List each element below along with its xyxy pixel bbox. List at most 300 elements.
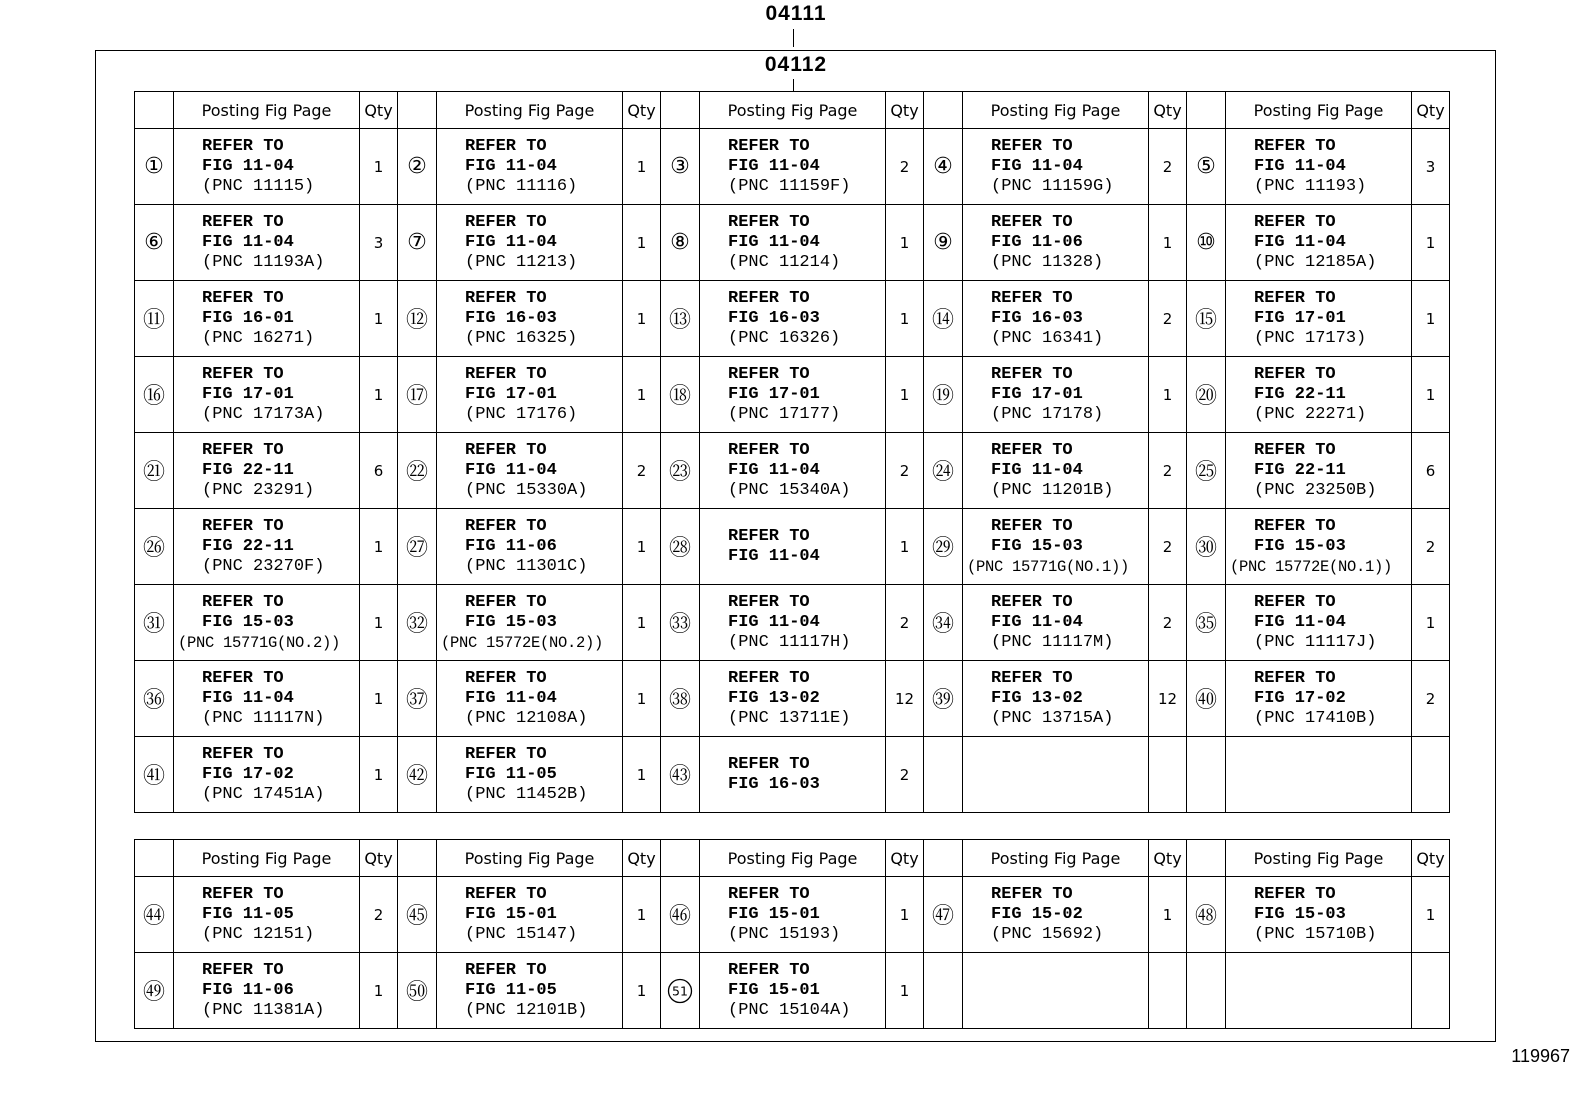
reference-cell <box>437 509 623 585</box>
reference-text <box>700 885 885 945</box>
quantity: 6 <box>1412 433 1450 509</box>
header-number-cell <box>1187 92 1226 129</box>
quantity: 1 <box>1149 357 1187 433</box>
refer-to-label: REFER TO <box>991 592 1073 612</box>
callout-number: ⑭ <box>924 281 963 357</box>
reference-cell <box>963 661 1149 737</box>
fig-reference: FIG 11-04 <box>728 232 820 252</box>
callout-number: ⑳ <box>1187 357 1226 433</box>
fig-reference: FIG 17-02 <box>1254 688 1346 708</box>
refer-to-label: REFER TO <box>728 668 810 688</box>
fig-reference: FIG 11-04 <box>991 460 1083 480</box>
reference-text <box>1226 137 1411 197</box>
callout-number: ⑥ <box>135 205 174 281</box>
reference-cell <box>174 509 360 585</box>
reference-cell <box>1226 877 1412 953</box>
reference-text <box>437 137 622 197</box>
reference-text <box>963 289 1148 349</box>
reference-text <box>437 289 622 349</box>
table-row <box>135 281 1450 357</box>
header-posting-fig-page: Posting Fig Page <box>174 840 360 877</box>
fig-reference: FIG 11-04 <box>465 688 557 708</box>
fig-reference: FIG 15-01 <box>728 980 820 1000</box>
reference-text <box>963 885 1148 945</box>
header-posting-fig-page: Posting Fig Page <box>700 92 886 129</box>
reference-text <box>700 365 885 425</box>
fig-reference: FIG 11-04 <box>465 232 557 252</box>
pnc-reference: (PNC 11117M) <box>991 632 1114 652</box>
fig-reference: FIG 11-04 <box>202 688 294 708</box>
quantity: 1 <box>623 737 661 813</box>
callout-number: ㉗ <box>398 509 437 585</box>
callout-number: ㊼ <box>924 877 963 953</box>
quantity: 1 <box>360 737 398 813</box>
reference-cell <box>437 877 623 953</box>
header-posting-fig-page: Posting Fig Page <box>437 92 623 129</box>
reference-cell <box>963 877 1149 953</box>
refer-to-label: REFER TO <box>728 592 810 612</box>
pnc-reference: (PNC 16326) <box>728 328 841 348</box>
header-posting-fig-page: Posting Fig Page <box>963 92 1149 129</box>
pnc-reference: (PNC 11193A) <box>202 252 325 272</box>
reference-text <box>963 517 1148 577</box>
callout-number: ㊸ <box>661 737 700 813</box>
reference-cell <box>1226 357 1412 433</box>
pnc-reference: (PNC 15771G(NO.2)) <box>178 633 341 652</box>
reference-text <box>174 213 359 273</box>
quantity: 1 <box>1149 205 1187 281</box>
reference-cell <box>963 205 1149 281</box>
refer-to-label: REFER TO <box>1254 516 1336 536</box>
reference-text <box>700 441 885 501</box>
fig-reference: FIG 11-04 <box>728 156 820 176</box>
header-number-cell <box>661 840 700 877</box>
reference-cell <box>174 205 360 281</box>
pnc-reference: (PNC 17173A) <box>202 404 325 424</box>
reference-text <box>1226 441 1411 501</box>
reference-cell <box>700 281 886 357</box>
refer-to-label: REFER TO <box>991 668 1073 688</box>
pnc-reference: (PNC 17177) <box>728 404 841 424</box>
quantity: 1 <box>360 953 398 1029</box>
reference-text <box>700 137 885 197</box>
pnc-reference: (PNC 15147) <box>465 924 578 944</box>
fig-reference: FIG 11-04 <box>202 232 294 252</box>
pnc-reference: (PNC 11116) <box>465 176 578 196</box>
refer-to-label: REFER TO <box>202 960 284 980</box>
pnc-reference: (PNC 11213) <box>465 252 578 272</box>
quantity: 1 <box>623 509 661 585</box>
callout-number: ⑬ <box>661 281 700 357</box>
subassembly-code: 04112 <box>764 53 828 76</box>
reference-cell <box>1226 129 1412 205</box>
callout-number: ⑪ <box>135 281 174 357</box>
reference-cell <box>1226 661 1412 737</box>
fig-reference: FIG 11-04 <box>1254 612 1346 632</box>
header-qty: Qty <box>360 92 398 129</box>
callout-number: ⑫ <box>398 281 437 357</box>
callout-number: ① <box>135 129 174 205</box>
refer-to-label: REFER TO <box>202 212 284 232</box>
empty-cell <box>1226 953 1412 1029</box>
reference-cell <box>1226 585 1412 661</box>
quantity: 1 <box>623 129 661 205</box>
quantity: 1 <box>360 281 398 357</box>
refer-to-label: REFER TO <box>1254 884 1336 904</box>
reference-text <box>174 669 359 729</box>
reference-text <box>174 593 359 653</box>
quantity: 1 <box>623 585 661 661</box>
reference-cell <box>963 129 1149 205</box>
reference-text <box>1226 517 1411 577</box>
refer-to-label: REFER TO <box>465 440 547 460</box>
quantity: 1 <box>1412 877 1450 953</box>
reference-cell <box>1226 433 1412 509</box>
figure-id: 119967 <box>1511 1046 1570 1066</box>
pnc-reference: (PNC 13711E) <box>728 708 851 728</box>
fig-reference: FIG 16-03 <box>465 308 557 328</box>
reference-text <box>963 669 1148 729</box>
fig-reference: FIG 11-06 <box>991 232 1083 252</box>
refer-to-label: REFER TO <box>991 516 1073 536</box>
callout-number: ㉖ <box>135 509 174 585</box>
callout-number: ㉒ <box>398 433 437 509</box>
refer-to-label: REFER TO <box>991 364 1073 384</box>
quantity: 2 <box>360 877 398 953</box>
fig-reference: FIG 13-02 <box>991 688 1083 708</box>
reference-cell <box>1226 509 1412 585</box>
quantity: 1 <box>360 357 398 433</box>
header-qty: Qty <box>623 92 661 129</box>
header-qty: Qty <box>1149 92 1187 129</box>
pnc-reference: (PNC 11117H) <box>728 632 851 652</box>
quantity: 2 <box>886 433 924 509</box>
callout-number: ⑱ <box>661 357 700 433</box>
callout-number: ㊾ <box>135 953 174 1029</box>
reference-text <box>437 365 622 425</box>
fig-reference: FIG 15-03 <box>465 612 557 632</box>
reference-text <box>963 441 1148 501</box>
reference-cell <box>437 357 623 433</box>
pnc-reference: (PNC 11159F) <box>728 176 851 196</box>
refer-to-label: REFER TO <box>202 592 284 612</box>
reference-cell <box>1226 205 1412 281</box>
refer-to-label: REFER TO <box>728 960 810 980</box>
reference-cell <box>963 433 1149 509</box>
reference-text <box>1226 593 1411 653</box>
callout-number: ㉚ <box>1187 509 1226 585</box>
header-number-cell <box>135 840 174 877</box>
refer-to-label: REFER TO <box>728 136 810 156</box>
pnc-reference: (PNC 15330A) <box>465 480 588 500</box>
pnc-reference: (PNC 15772E(NO.2)) <box>441 633 604 652</box>
pnc-reference: (PNC 15193) <box>728 924 841 944</box>
pnc-reference: (PNC 11117J) <box>1254 632 1377 652</box>
refer-to-label: REFER TO <box>1254 288 1336 308</box>
quantity: 1 <box>1412 281 1450 357</box>
header-number-cell <box>398 92 437 129</box>
reference-text <box>1226 213 1411 273</box>
fig-reference: FIG 17-01 <box>465 384 557 404</box>
reference-cell <box>174 737 360 813</box>
refer-to-label: REFER TO <box>728 754 810 774</box>
callout-number: ⑮ <box>1187 281 1226 357</box>
refer-to-label: REFER TO <box>728 440 810 460</box>
pnc-reference: (PNC 11328) <box>991 252 1104 272</box>
quantity: 1 <box>360 509 398 585</box>
refer-to-label: REFER TO <box>202 440 284 460</box>
empty-cell <box>1149 953 1187 1029</box>
reference-text <box>1226 365 1411 425</box>
reference-text <box>700 669 885 729</box>
header-posting-fig-page: Posting Fig Page <box>1226 840 1412 877</box>
refer-to-label: REFER TO <box>202 516 284 536</box>
callout-number: ㊱ <box>135 661 174 737</box>
reference-text <box>700 213 885 273</box>
quantity: 2 <box>1149 585 1187 661</box>
fig-reference: FIG 22-11 <box>202 536 294 556</box>
quantity: 1 <box>360 661 398 737</box>
pnc-reference: (PNC 17410B) <box>1254 708 1377 728</box>
callout-number: ㉝ <box>661 585 700 661</box>
pnc-reference: (PNC 11381A) <box>202 1000 325 1020</box>
refer-to-label: REFER TO <box>202 744 284 764</box>
header-posting-fig-page: Posting Fig Page <box>700 840 886 877</box>
callout-number: ⑰ <box>398 357 437 433</box>
fig-reference: FIG 15-03 <box>1254 904 1346 924</box>
refer-to-label: REFER TO <box>465 288 547 308</box>
pnc-reference: (PNC 23291) <box>202 480 315 500</box>
reference-text <box>437 885 622 945</box>
header-qty: Qty <box>1412 840 1450 877</box>
quantity: 2 <box>1412 509 1450 585</box>
header-posting-fig-page: Posting Fig Page <box>1226 92 1412 129</box>
pnc-reference: (PNC 11201B) <box>991 480 1114 500</box>
callout-number: ⑲ <box>924 357 963 433</box>
callout-number: ㉙ <box>924 509 963 585</box>
reference-text <box>437 213 622 273</box>
quantity: 1 <box>1149 877 1187 953</box>
empty-cell <box>924 953 963 1029</box>
callout-number: ㊷ <box>398 737 437 813</box>
quantity: 2 <box>886 585 924 661</box>
reference-cell <box>174 585 360 661</box>
empty-cell <box>924 737 963 813</box>
quantity: 1 <box>886 357 924 433</box>
header-number-cell <box>924 92 963 129</box>
fig-reference: FIG 11-04 <box>991 612 1083 632</box>
fig-reference: FIG 15-03 <box>1254 536 1346 556</box>
reference-cell <box>700 661 886 737</box>
reference-cell <box>174 877 360 953</box>
quantity: 1 <box>623 281 661 357</box>
quantity: 2 <box>1149 433 1187 509</box>
quantity: 2 <box>886 129 924 205</box>
header-posting-fig-page: Posting Fig Page <box>174 92 360 129</box>
reference-text <box>174 137 359 197</box>
pnc-reference: (PNC 17173) <box>1254 328 1367 348</box>
fig-reference: FIG 16-03 <box>728 774 820 794</box>
reference-cell <box>174 953 360 1029</box>
quantity: 3 <box>1412 129 1450 205</box>
pnc-reference: (PNC 16271) <box>202 328 315 348</box>
fig-reference: FIG 17-01 <box>1254 308 1346 328</box>
reference-cell <box>174 433 360 509</box>
quantity: 1 <box>886 877 924 953</box>
quantity: 1 <box>623 877 661 953</box>
refer-to-label: REFER TO <box>1254 136 1336 156</box>
pnc-reference: (PNC 11117N) <box>202 708 325 728</box>
fig-reference: FIG 11-05 <box>465 764 557 784</box>
fig-reference: FIG 16-03 <box>991 308 1083 328</box>
reference-text <box>174 961 359 1021</box>
header-posting-fig-page: Posting Fig Page <box>437 840 623 877</box>
reference-cell <box>437 737 623 813</box>
callout-number: ㉑ <box>135 433 174 509</box>
fig-reference: FIG 11-04 <box>728 460 820 480</box>
pnc-reference: (PNC 13715A) <box>991 708 1114 728</box>
fig-reference: FIG 16-03 <box>728 308 820 328</box>
fig-reference: FIG 11-04 <box>991 156 1083 176</box>
header-qty: Qty <box>886 92 924 129</box>
reference-cell <box>174 281 360 357</box>
fig-reference: FIG 11-06 <box>202 980 294 1000</box>
refer-to-label: REFER TO <box>728 526 810 546</box>
callout-number: ㉔ <box>924 433 963 509</box>
callout-number: ㉕ <box>1187 433 1226 509</box>
fig-reference: FIG 11-04 <box>1254 232 1346 252</box>
refer-to-label: REFER TO <box>1254 440 1336 460</box>
refer-to-label: REFER TO <box>202 884 284 904</box>
quantity: 1 <box>1412 357 1450 433</box>
refer-to-label: REFER TO <box>465 364 547 384</box>
refer-to-label: REFER TO <box>202 136 284 156</box>
callout-number: ③ <box>661 129 700 205</box>
pnc-reference: (PNC 15772E(NO.1)) <box>1230 557 1393 576</box>
quantity: 1 <box>623 205 661 281</box>
quantity: 2 <box>623 433 661 509</box>
quantity: 2 <box>1149 281 1187 357</box>
fig-reference: FIG 15-02 <box>991 904 1083 924</box>
pnc-reference: (PNC 12101B) <box>465 1000 588 1020</box>
quantity: 1 <box>886 509 924 585</box>
quantity: 2 <box>1412 661 1450 737</box>
empty-cell <box>1412 953 1450 1029</box>
quantity: 1 <box>623 357 661 433</box>
fig-reference: FIG 11-04 <box>465 156 557 176</box>
assembly-code: 04111 <box>765 2 827 25</box>
callout-number: ⑩ <box>1187 205 1226 281</box>
reference-text <box>174 289 359 349</box>
quantity: 1 <box>1412 585 1450 661</box>
reference-text <box>963 593 1148 653</box>
empty-cell <box>1187 737 1226 813</box>
refer-to-label: REFER TO <box>728 884 810 904</box>
reference-cell <box>700 953 886 1029</box>
table-row <box>135 205 1450 281</box>
refer-to-label: REFER TO <box>465 212 547 232</box>
refer-to-label: REFER TO <box>465 592 547 612</box>
callout-number: ㊵ <box>1187 661 1226 737</box>
callout-number: ㉟ <box>1187 585 1226 661</box>
refer-to-label: REFER TO <box>1254 364 1336 384</box>
fig-reference: FIG 22-11 <box>1254 384 1346 404</box>
callout-number: ② <box>398 129 437 205</box>
callout-number: ㉞ <box>924 585 963 661</box>
fig-reference: FIG 15-03 <box>991 536 1083 556</box>
reference-cell <box>700 129 886 205</box>
pnc-reference: (PNC 11159G) <box>991 176 1114 196</box>
pnc-reference: (PNC 15340A) <box>728 480 851 500</box>
empty-cell <box>963 953 1149 1029</box>
reference-text <box>174 517 359 577</box>
reference-cell <box>174 661 360 737</box>
header-qty: Qty <box>1149 840 1187 877</box>
callout-number: ㊶ <box>135 737 174 813</box>
empty-cell <box>963 737 1149 813</box>
reference-text <box>174 365 359 425</box>
pnc-reference: (PNC 17178) <box>991 404 1104 424</box>
quantity: 2 <box>1149 129 1187 205</box>
refer-to-label: REFER TO <box>728 364 810 384</box>
pnc-reference: (PNC 11452B) <box>465 784 588 804</box>
reference-cell <box>437 433 623 509</box>
reference-text <box>963 137 1148 197</box>
reference-text <box>700 961 885 1021</box>
pnc-reference: (PNC 15771G(NO.1)) <box>967 557 1130 576</box>
reference-text <box>437 961 622 1021</box>
quantity: 12 <box>886 661 924 737</box>
reference-text <box>700 527 885 567</box>
callout-number: ⑤ <box>1187 129 1226 205</box>
fig-reference: FIG 11-06 <box>465 536 557 556</box>
reference-cell <box>174 357 360 433</box>
reference-text <box>437 517 622 577</box>
callout-circle <box>667 978 693 1004</box>
reference-text <box>437 441 622 501</box>
pnc-reference: (PNC 22271) <box>1254 404 1367 424</box>
empty-cell <box>1226 737 1412 813</box>
reference-cell <box>174 129 360 205</box>
fig-reference: FIG 13-02 <box>728 688 820 708</box>
pnc-reference: (PNC 15692) <box>991 924 1104 944</box>
reference-cell <box>437 953 623 1029</box>
pnc-reference: (PNC 12185A) <box>1254 252 1377 272</box>
fig-reference: FIG 11-04 <box>202 156 294 176</box>
refer-to-label: REFER TO <box>202 288 284 308</box>
fig-reference: FIG 22-11 <box>202 460 294 480</box>
reference-text <box>174 745 359 805</box>
reference-text <box>1226 289 1411 349</box>
fig-reference: FIG 17-01 <box>728 384 820 404</box>
pnc-reference: (PNC 11115) <box>202 176 315 196</box>
callout-number: ㊲ <box>398 661 437 737</box>
callout-number: ⑯ <box>135 357 174 433</box>
refer-to-label: REFER TO <box>728 288 810 308</box>
reference-cell <box>437 205 623 281</box>
table-row <box>135 953 1450 1029</box>
pnc-reference: (PNC 23270F) <box>202 556 325 576</box>
pnc-reference: (PNC 17451A) <box>202 784 325 804</box>
callout-number: ㊽ <box>1187 877 1226 953</box>
table-row <box>135 877 1450 953</box>
callout-number: ㊺ <box>398 877 437 953</box>
reference-text <box>1226 885 1411 945</box>
reference-cell <box>700 877 886 953</box>
refer-to-label: REFER TO <box>991 212 1073 232</box>
reference-cell <box>700 357 886 433</box>
reference-cell <box>437 281 623 357</box>
